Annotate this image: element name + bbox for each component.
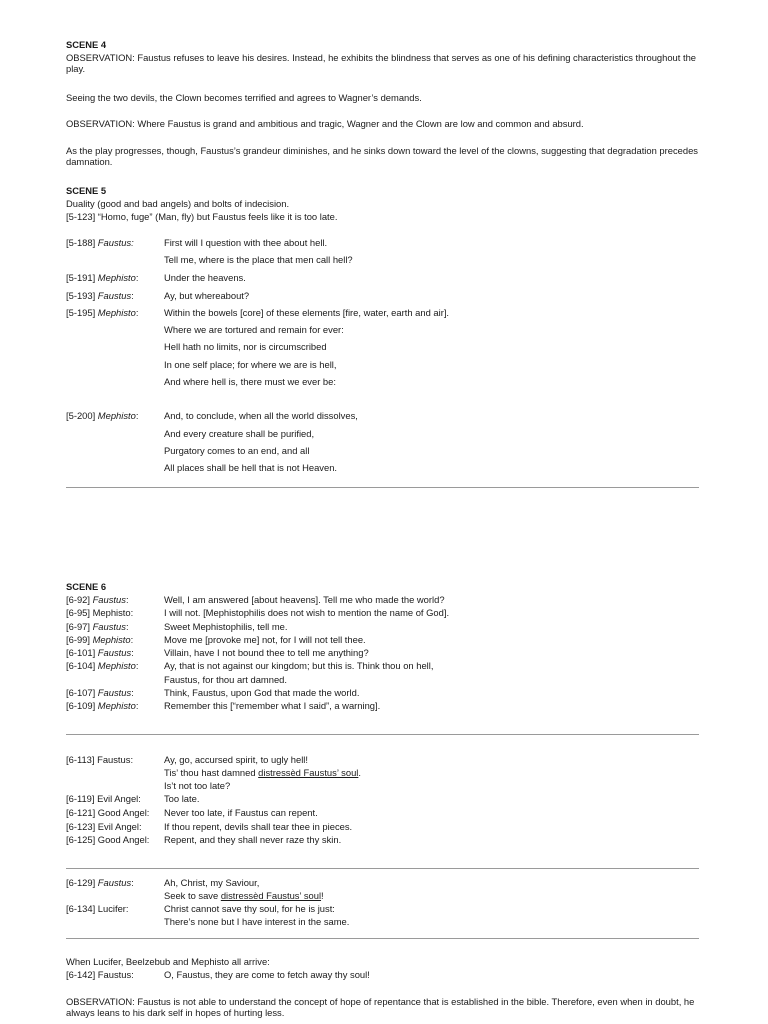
- line-ref: [6-97] Faustus:: [66, 621, 129, 632]
- speaker-name: Faustus: [97, 877, 132, 888]
- line-ref: [5-200] Mephisto:: [66, 410, 139, 421]
- ref-number: [5-195]: [66, 307, 98, 318]
- dialogue-line: Tis’ thou hast damned distressèd Faustus’ soul.: [164, 767, 361, 778]
- ref-number: [6-97]: [66, 621, 93, 632]
- dialogue-line: Where we are tortured and remain for ever:: [164, 324, 344, 335]
- speaker-name: Mephisto: [97, 272, 136, 283]
- ref-number: [5-200]: [66, 410, 98, 421]
- line-ref: [6-119] Evil Angel:: [66, 793, 141, 804]
- line-ref: [6-134] Lucifer:: [66, 903, 129, 914]
- line-ref: [6-123] Evil Angel:: [66, 821, 142, 832]
- dialogue-line: Ay, that is not against our kingdom; but this is. Think thou on hell,: [164, 660, 434, 671]
- speaker-name: Mephisto: [97, 410, 136, 421]
- dialogue-line: Repent, and they shall never raze thy skin.: [164, 834, 342, 845]
- line-ref: [6-121] Good Angel:: [66, 807, 150, 818]
- line-ref: [6-125] Good Angel:: [66, 834, 150, 845]
- dialogue-line: I will not. [Mephistophilis does not wish to mention the name of God].: [164, 607, 450, 618]
- scene5-intro-2: [5-123] “Homo, fuge” (Man, fly) but Faustus feels like it is too late.: [66, 211, 338, 222]
- dialogue-line: Move me [provoke me] not, for I will not tell thee.: [164, 634, 366, 645]
- dialogue-line: All places shall be hell that is not Heaven.: [164, 462, 338, 473]
- ref-number: [6-99]: [66, 634, 93, 645]
- dialogue-line: Christ cannot save thy soul, for he is just:: [164, 903, 335, 914]
- dialogue-line: Well, I am answered [about heavens]. Tell me who made the world?: [164, 594, 445, 605]
- ref-number: [6-129]: [66, 877, 98, 888]
- speaker-name: Faustus: [92, 594, 126, 605]
- line-ref: [6-142] Faustus:: [66, 969, 134, 980]
- speaker-name: Mephisto: [92, 634, 131, 645]
- ref-number: [5-188]: [66, 237, 98, 248]
- speaker-name: Mephisto: [97, 307, 136, 318]
- scene6-arrival-intro: When Lucifer, Beelzebub and Mephisto all arrive:: [66, 956, 270, 967]
- scene4-heading: SCENE 4: [66, 39, 107, 50]
- dialogue-line: In one self place; for where we are is hell,: [164, 359, 337, 370]
- speaker-name: Faustus: [97, 290, 132, 301]
- dialogue-line: Seek to save distressèd Faustus’ soul!: [164, 890, 324, 901]
- dialogue-line: Within the bowels [core] of these elements [fire, water, earth and air].: [164, 307, 450, 318]
- scene5-heading: SCENE 5: [66, 185, 107, 196]
- dialogue-line: And where hell is, there must we ever be:: [164, 376, 336, 387]
- dialogue-line: And, to conclude, when all the world dissolves,: [164, 410, 358, 421]
- speaker-name: Faustus: [92, 621, 126, 632]
- line-ref: [66, 237, 134, 248]
- dialogue-line: Remember this [“remember what I said”, a warning].: [164, 700, 381, 711]
- dialogue-line: There’s none but I have interest in the same.: [164, 916, 350, 927]
- dialogue-line: If thou repent, devils shall tear thee in pieces.: [164, 821, 353, 832]
- dialogue-line: Too late.: [164, 793, 200, 804]
- dialogue-line: O, Faustus, they are come to fetch away thy soul!: [164, 969, 370, 980]
- speaker-name: Mephisto: [97, 700, 136, 711]
- line-ref: [6-109] Mephisto:: [66, 700, 139, 711]
- section-divider: [66, 938, 699, 939]
- dialogue-line: Never too late, if Faustus can repent.: [164, 807, 318, 818]
- scene5-intro-1: Duality (good and bad angels) and bolts of indecision.: [66, 198, 290, 209]
- dialogue-line: Faustus, for thou art damned.: [164, 674, 287, 685]
- line-ref: [5-193] Faustus:: [66, 290, 134, 301]
- speaker-name: Faustus: [97, 647, 132, 658]
- section-divider: [66, 734, 699, 735]
- scene4-paragraph-2: As the play progresses, though, Faustus’s grandeur diminishes, and he sinks down toward the level of the clowns, suggesting that degradation precedes damnation.: [66, 145, 698, 167]
- ref-number: [6-109]: [66, 700, 98, 711]
- line-ref: [6-101] Faustus:: [66, 647, 134, 658]
- line-ref: [6-99] Mephisto:: [66, 634, 134, 645]
- line-ref: [6-129] Faustus:: [66, 877, 134, 888]
- scene4-paragraph-1: Seeing the two devils, the Clown becomes terrified and agrees to Wagner’s demands.: [66, 92, 422, 103]
- scene6-observation: OBSERVATION: Faustus is not able to understand the concept of hope of repentance that is established in the bible. Therefore, even when in doubt, he always leans to his dark self in hopes of hurting less.: [66, 996, 695, 1018]
- ref-number: [6-92]: [66, 594, 93, 605]
- speaker-name: Faustus: [97, 687, 132, 698]
- line-ref: [5-195] Mephisto:: [66, 307, 139, 318]
- dialogue-line: Tell me, where is the place that men call hell?: [164, 254, 353, 265]
- line-ref: [5-191] Mephisto:: [66, 272, 139, 283]
- underlined-phrase: distressèd Faustus’ soul: [220, 890, 322, 901]
- scene4-observation-1: OBSERVATION: Faustus refuses to leave his desires. Instead, he exhibits the blindness that serves as one of his defining characteristics throughout the play.: [66, 52, 697, 74]
- dialogue-line: Villain, have I not bound thee to tell me anything?: [164, 647, 369, 658]
- dialogue-line: First will I question with thee about hell.: [164, 237, 328, 248]
- dialogue-line: Sweet Mephistophilis, tell me.: [164, 621, 288, 632]
- dialogue-line: Is’t not too late?: [164, 780, 231, 791]
- dialogue-line: Ay, go, accursed spirit, to ugly hell!: [164, 754, 308, 765]
- scene6-heading: SCENE 6: [66, 581, 107, 592]
- line-ref: [6-104] Mephisto:: [66, 660, 139, 671]
- ref-number: [5-193]: [66, 290, 98, 301]
- dialogue-line: And every creature shall be purified,: [164, 428, 315, 439]
- speaker-name: Mephisto: [97, 660, 136, 671]
- ref-number: [6-107]: [66, 687, 98, 698]
- underlined-phrase: distressèd Faustus’ soul: [258, 767, 359, 778]
- line-ref: [6-107] Faustus:: [66, 687, 134, 698]
- dialogue-line: Think, Faustus, upon God that made the world.: [164, 687, 360, 698]
- ref-number: [6-101]: [66, 647, 98, 658]
- dialogue-line: Purgatory comes to an end, and all: [164, 445, 310, 456]
- line-ref: [6-113] Faustus:: [66, 754, 134, 765]
- section-divider: [66, 487, 699, 488]
- line-ref: [6-95] Mephisto:: [66, 607, 134, 618]
- dialogue-line: Ay, but whereabout?: [164, 290, 250, 301]
- ref-number: [5-191]: [66, 272, 98, 283]
- line-ref: [6-92] Faustus:: [66, 594, 129, 605]
- scene4-observation-2: OBSERVATION: Where Faustus is grand and ambitious and tragic, Wagner and the Clown are low and common and absurd.: [66, 118, 584, 129]
- speaker-name: Faustus:: [97, 237, 134, 248]
- section-divider: [66, 868, 699, 869]
- dialogue-line: Ah, Christ, my Saviour,: [164, 877, 260, 888]
- dialogue-line: Under the heavens.: [164, 272, 246, 283]
- dialogue-line: Hell hath no limits, nor is circumscribed: [164, 341, 327, 352]
- ref-number: [6-104]: [66, 660, 98, 671]
